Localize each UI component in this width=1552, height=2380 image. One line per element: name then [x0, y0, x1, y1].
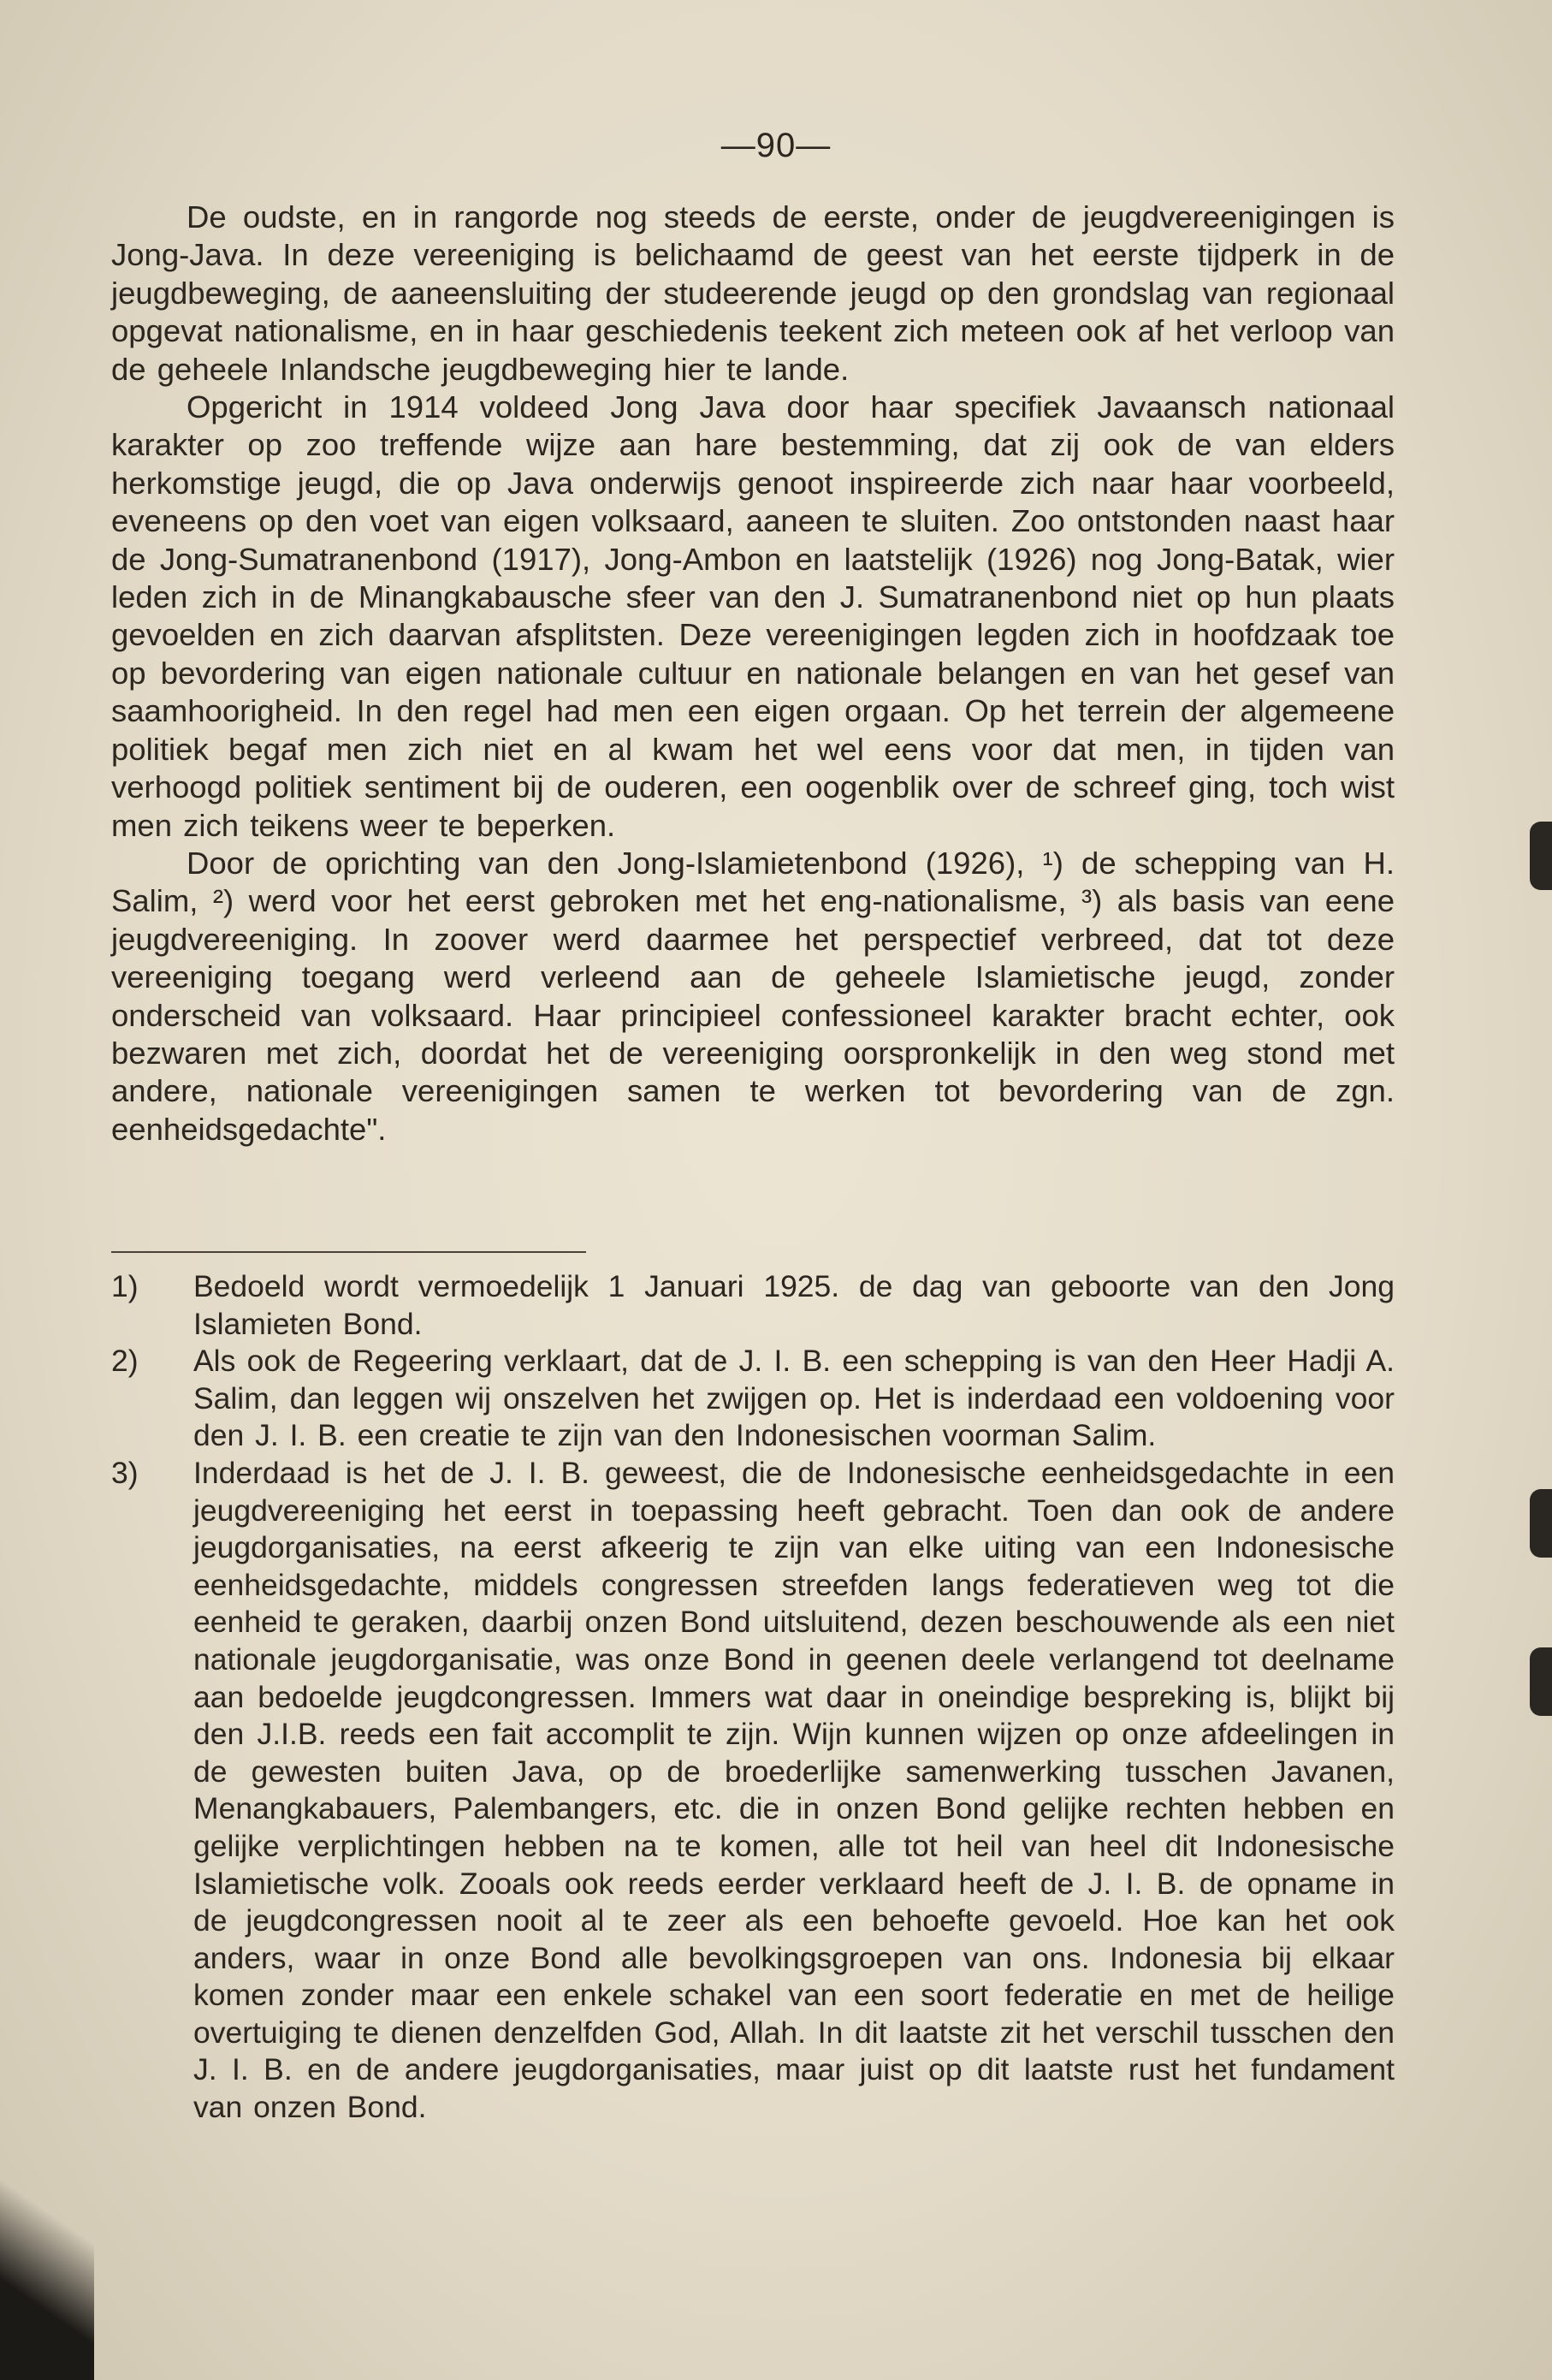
- scan-edge-shadow: [0, 2157, 94, 2380]
- footnote-divider: [111, 1251, 586, 1253]
- footnote-text: Inderdaad is het de J. I. B. geweest, die de Indonesische eenheidsgedachte in een jeugdvereeniging het eerst in toepassing heeft gebracht. Toen dan ook de andere jeugdorganisaties, na eerst afkeerig te zijn van elke uiting van een Indonesische eenheidsgedachte, middels congressen streefden langs federatieven weg tot die eenheid te geraken, daarbij onzen Bond uitsluitend, dezen beschouwende als een niet nationale jeugdorganisatie, was onze Bond in geenen deele verlangend tot deelname aan bedoelde jeugdcongressen. Immers wat daar in oneindige bespreking is, blijkt bij den J.I.B. reeds een fait accomplit te zijn. Wijn kunnen wijzen op onze afdeelingen in de gewesten buiten Java, op de broederlijke samenwerking tusschen Javanen, Menangkabauers, Palembangers, etc. die in onzen Bond gelijke rechten hebben en gelijke verplichtingen hebben na te komen, alle tot heil van heel dit Indonesische Islamietische volk. Zooals ook reeds eerder verklaard heeft de J. I. B. de opname in de jeugdcongressen nooit al te zeer als een behoefte gevoeld. Hoe kan het ook anders, waar in onze Bond alle bevolkingsgroepen van ons. Indonesia bij elkaar komen zonder maar een enkele schakel van een soort federatie en met de heilige overtuiging te dienen denzelfden God, Allah. In dit laatste zit het verschil tusschen den J. I. B. en de andere jeugdorganisaties, maar juist op dit laatste rust het fundament van onzen Bond.: [193, 1455, 1395, 2125]
- page-number: —90—: [720, 127, 832, 164]
- paragraph: De oudste, en in rangorde nog steeds de eerste, onder de jeugdvereenigingen is Jong-Java. In deze vereeniging is belichaamd de geest van het eerste tijdperk in de jeugdbeweging, de aaneensluiting der studeerende jeugd op den grondslag van regionaal opgevat nationalisme, en in haar geschiedenis teekent zich meteen ook af het verloop van de geheele Inlandsche jeugdbeweging hier te lande.: [111, 199, 1395, 387]
- footnote-text: Bedoeld wordt vermoedelijk 1 Januari 1925. de dag van geboorte van den Jong Islamieten Bond.: [193, 1269, 1395, 1341]
- footnote: [111, 1455, 1395, 2127]
- footnote: [111, 1343, 1395, 1455]
- footnote-number: 2): [111, 1344, 139, 1379]
- footnote-number: 1): [111, 1269, 139, 1303]
- footnotes: [111, 1268, 1395, 2127]
- paragraph: Door de oprichting van den Jong-Islamietenbond (1926), ¹) de schepping van H. Salim, ²) werd voor het eerst gebroken met het eng-nationalisme, ³) als basis van eene jeugdvereeniging. In zoover werd daarmee het perspectief verbreed, dat tot deze vereeniging toegang werd verleend aan de geheele Islamietische jeugd, zonder onderscheid van volksaard. Haar principieel confessioneel karakter bracht echter, ook bezwaren met zich, doordat het de vereeniging oorspronkelijk in den weg stond met andere, nationale vereenigingen samen te werken tot bevordering van de zgn. eenheidsgedachte".: [111, 845, 1395, 1147]
- footnote-text: Als ook de Regeering verklaart, dat de J. I. B. een schepping is van den Heer Hadji A. Salim, dan leggen wij onszelven het zwijgen op. Het is inderdaad een voldoening voor den J. I. B. een creatie te zijn van den Indonesischen voorman Salim.: [193, 1344, 1395, 1453]
- footnote: [111, 1268, 1395, 1343]
- binding-hole: [1530, 1647, 1552, 1716]
- paragraph: Opgericht in 1914 voldeed Jong Java door haar specifiek Javaansch nationaal karakter op zoo treffende wijze aan hare bestemming, dat zij ook de van elders herkomstige jeugd, die op Java onderwijs genoot inspireerde zich naar haar voorbeeld, eveneens op den voet van eigen volksaard, aaneen te sluiten. Zoo ontstonden naast haar de Jong-Sumatranenbond (1917), Jong-Ambon en laatstelijk (1926) nog Jong-Batak, wier leden zich in de Minangkabausche sfeer van den J. Sumatranenbond niet op hun plaats gevoelden en zich daarvan afsplitsten. Deze vereenigingen legden zich in hoofdzaak toe op bevordering van eigen nationale cultuur en nationale belangen en van het gesef van saamhoorigheid. In den regel had men een eigen orgaan. Op het terrein der algemeene politiek begaf men zich niet en al kwam het wel eens voor dat men, in tijden van verhoogd politiek sentiment bij de ouderen, een oogenblik over de schreef ging, toch wist men zich teikens weer te beperken.: [111, 389, 1395, 843]
- binding-hole: [1530, 1489, 1552, 1558]
- binding-hole: [1530, 822, 1552, 890]
- footnote-number: 3): [111, 1455, 139, 1490]
- main-text: [111, 199, 1395, 1148]
